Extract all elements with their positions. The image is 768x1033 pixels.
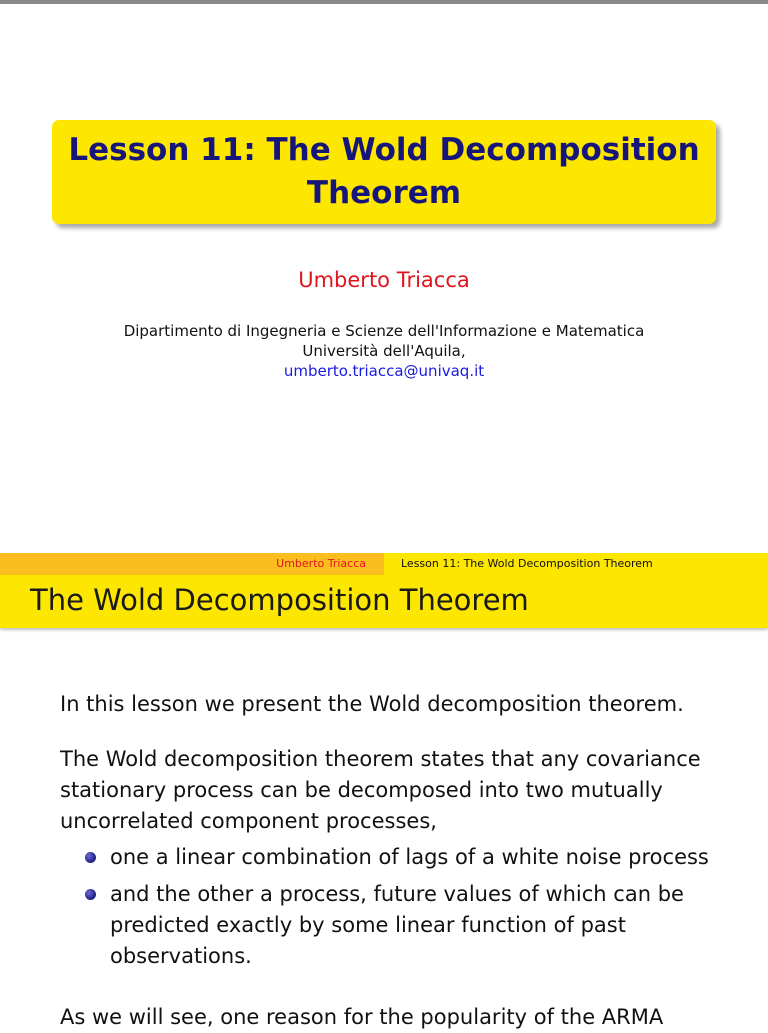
email-link[interactable]: umberto.triacca@univaq.it — [283, 362, 485, 380]
bullet-item: one a linear combination of lags of a white noise process — [110, 845, 709, 869]
top-border — [0, 0, 768, 4]
affiliation-block — [0, 321, 768, 381]
bullet-icon — [85, 889, 96, 900]
department: Dipartimento di Ingegneria e Scienze dell'Informazione e Matematica — [123, 322, 645, 340]
header-left-section — [0, 553, 384, 575]
author-name: Umberto Triacca — [298, 268, 470, 292]
header-right-section — [384, 553, 768, 575]
frame-title-bar — [0, 575, 768, 628]
slide-header-bar — [0, 553, 768, 575]
bullet-item: and the other a process, future values of which can be predicted exactly by some linear function of past observations. — [110, 882, 684, 968]
frame-title: The Wold Decomposition Theorem — [30, 583, 529, 617]
title-block — [52, 120, 716, 224]
slide-title: Lesson 11: The Wold Decomposition Theorem — [68, 132, 700, 211]
paragraph-theorem: The Wold decomposition theorem states that any covariance stationary process can be decomposed into two mutually uncorrelated component processes, — [60, 747, 701, 833]
header-title[interactable]: Lesson 11: The Wold Decomposition Theorem — [401, 557, 653, 570]
paragraph-intro: In this lesson we present the Wold decomposition theorem. — [60, 692, 684, 716]
university: Università dell'Aquila, — [302, 342, 466, 360]
bullet-icon — [85, 852, 96, 863]
paragraph-arma: As we will see, one reason for the popularity of the ARMA — [60, 1005, 664, 1029]
header-author[interactable]: Umberto Triacca — [276, 557, 366, 570]
